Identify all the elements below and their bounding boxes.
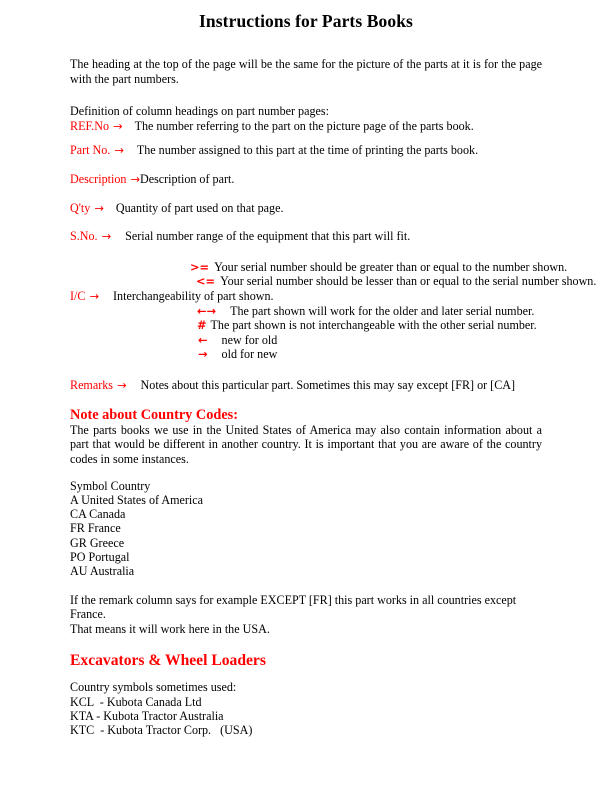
left-right-arrow-icon: ←→: [197, 303, 217, 318]
definition-desc-remarks: Notes about this particular part. Sometimes this may say except [FR] or [CA]: [140, 377, 516, 392]
intro-paragraph: The heading at the top of the page will be the same for the picture of the parts at it is for the page with the part numbers.: [70, 57, 542, 86]
definitions-lead: Definition of column headings on part number pages:: [70, 104, 329, 119]
ic-rule-old-for-new: [198, 347, 542, 362]
right-arrow-icon: →: [117, 377, 127, 392]
ic-rule-bidirectional: [197, 304, 542, 319]
definition-row-partno: [70, 143, 542, 158]
definition-desc-ic: Interchangeability of part shown.: [113, 288, 274, 303]
right-arrow-icon: →: [101, 229, 112, 244]
definition-term-description: Description: [70, 171, 127, 186]
less-equal-icon: <=: [196, 274, 216, 289]
country-entry-au: AU Australia: [70, 564, 135, 579]
excavators-entry-kcl: KCL - Kubota Canada Ltd: [70, 694, 202, 709]
serial-rule-less-equal-text: Your serial number should be lesser than or equal to the serial number shown.: [220, 274, 597, 289]
ic-rule-not-interchangeable-text: The part shown is not interchangeable with the other serial number.: [210, 318, 537, 333]
right-arrow-icon: →: [113, 118, 123, 133]
definition-term-qty: Q'ty: [70, 200, 91, 215]
right-arrow-icon: →: [130, 171, 140, 186]
serial-rule-greater-equal-text: Your serial number should be greater than or equal to the number shown.: [214, 259, 568, 274]
country-entry-po: PO Portugal: [70, 549, 130, 564]
country-codes-paragraph: The parts books we use in the United States of America may also contain information about a part that would be different in another country. It is important that you are aware of the country codes in some instances.: [70, 422, 542, 466]
ic-rule-new-for-old-text: new for old: [221, 332, 278, 347]
ic-rule-bidirectional-text: The part shown will work for the older and later serial number.: [230, 303, 535, 318]
definition-term-remarks: Remarks: [70, 377, 113, 392]
ic-rule-old-for-new-text: old for new: [221, 347, 278, 362]
definition-desc-description: Description of part.: [139, 171, 235, 186]
except-note-paragraph: If the remark column says for example EXCEPT [FR] this part works in all countries except France.: [70, 592, 517, 622]
country-entry-us: A United States of America: [70, 492, 204, 507]
country-entry-gr: GR Greece: [70, 535, 125, 550]
country-codes-heading: Note about Country Codes:: [70, 406, 238, 423]
left-arrow-icon: ←: [198, 332, 208, 347]
definition-row-refno: [70, 119, 542, 134]
definition-desc-sno: Serial number range of the equipment that this part will fit.: [125, 229, 411, 244]
definition-desc-refno: The number referring to the part on the picture page of the parts book.: [134, 118, 474, 133]
document-body: [70, 57, 597, 738]
country-entry-ca: CA Canada: [70, 507, 126, 522]
usa-note-paragraph: That means it will work here in the USA.: [70, 621, 270, 636]
definition-row-description: [70, 172, 542, 187]
right-arrow-icon: →: [114, 143, 124, 158]
definition-term-sno: S.No.: [70, 229, 98, 244]
ic-rule-new-for-old: [198, 333, 542, 348]
excavators-heading: Excavators & Wheel Loaders: [70, 652, 266, 670]
hash-icon: #: [197, 318, 207, 333]
definition-row-sno: [70, 229, 542, 244]
definition-desc-qty: Quantity of part used on that page.: [115, 200, 284, 215]
right-arrow-icon: →: [89, 288, 100, 303]
definition-row-qty: [70, 201, 542, 216]
right-arrow-icon: →: [198, 347, 208, 362]
definition-row-ic: [70, 289, 542, 304]
definition-term-ic: I/C: [70, 288, 86, 303]
country-entry-fr: FR France: [70, 521, 121, 536]
page-title: Instructions for Parts Books: [199, 11, 413, 31]
excavators-lead: Country symbols sometimes used:: [70, 680, 237, 695]
greater-equal-icon: >=: [190, 259, 210, 274]
serial-rule-less-equal: [196, 274, 597, 289]
country-table-header: Symbol Country: [70, 479, 151, 494]
definition-row-remarks: [70, 378, 542, 393]
definition-desc-partno: The number assigned to this part at the time of printing the parts book.: [136, 143, 479, 158]
right-arrow-icon: →: [94, 200, 104, 215]
definition-term-partno: Part No.: [70, 143, 111, 158]
excavators-entry-kta: KTA - Kubota Tractor Australia: [70, 708, 224, 723]
excavators-entry-ktc: KTC - Kubota Tractor Corp. (USA): [70, 723, 253, 738]
definition-term-refno: REF.No: [70, 118, 110, 133]
ic-rule-not-interchangeable: [197, 318, 542, 333]
serial-rule-greater-equal: [190, 259, 568, 275]
